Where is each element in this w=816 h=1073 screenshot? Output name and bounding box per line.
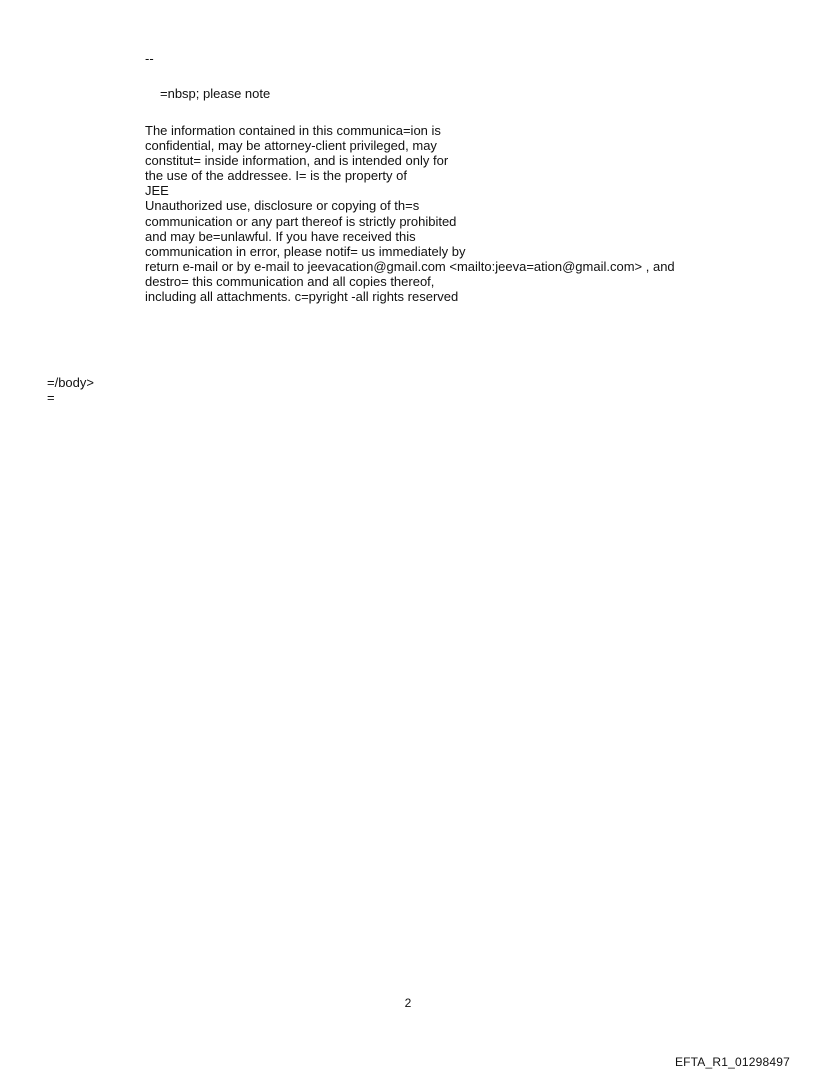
nbsp-please-note-line: =nbsp; please note [160,86,271,101]
bates-number: EFTA_R1_01298497 [674,1055,790,1069]
disclaimer-line: confidential, may be attorney-client privileged, may [145,138,437,154]
disclaimer-line: constitut= inside information, and is intended only for [145,153,449,169]
confidentiality-disclaimer [145,123,675,304]
disclaimer-line: including all attachments. c=pyright -all rights reserved [145,289,459,305]
disclaimer-line: the use of the addressee. I= is the property of [145,168,407,184]
disclaimer-line: destro= this communication and all copies thereof, [145,273,435,289]
disclaimer-line: communication in error, please notif= us immediately by [145,243,466,259]
disclaimer-line: Unauthorized use, disclosure or copying of th=s [145,198,420,214]
trailing-equals: = [47,390,55,405]
disclaimer-line: The information contained in this communica=ion is [145,123,441,138]
body-close-tag: =/body> [47,375,94,390]
page-number: 2 [404,996,412,1010]
signature-separator: -- [145,51,154,66]
disclaimer-line: and may be=unlawful. If you have received this [145,228,416,244]
disclaimer-line: communication or any part thereof is strictly prohibited [145,213,457,229]
disclaimer-line: JEE [145,183,169,199]
disclaimer-line-with-email: return e-mail or by e-mail to jeevacation@gmail.com <mailto:jeeva=ation@gmail.com> , and [145,258,675,274]
